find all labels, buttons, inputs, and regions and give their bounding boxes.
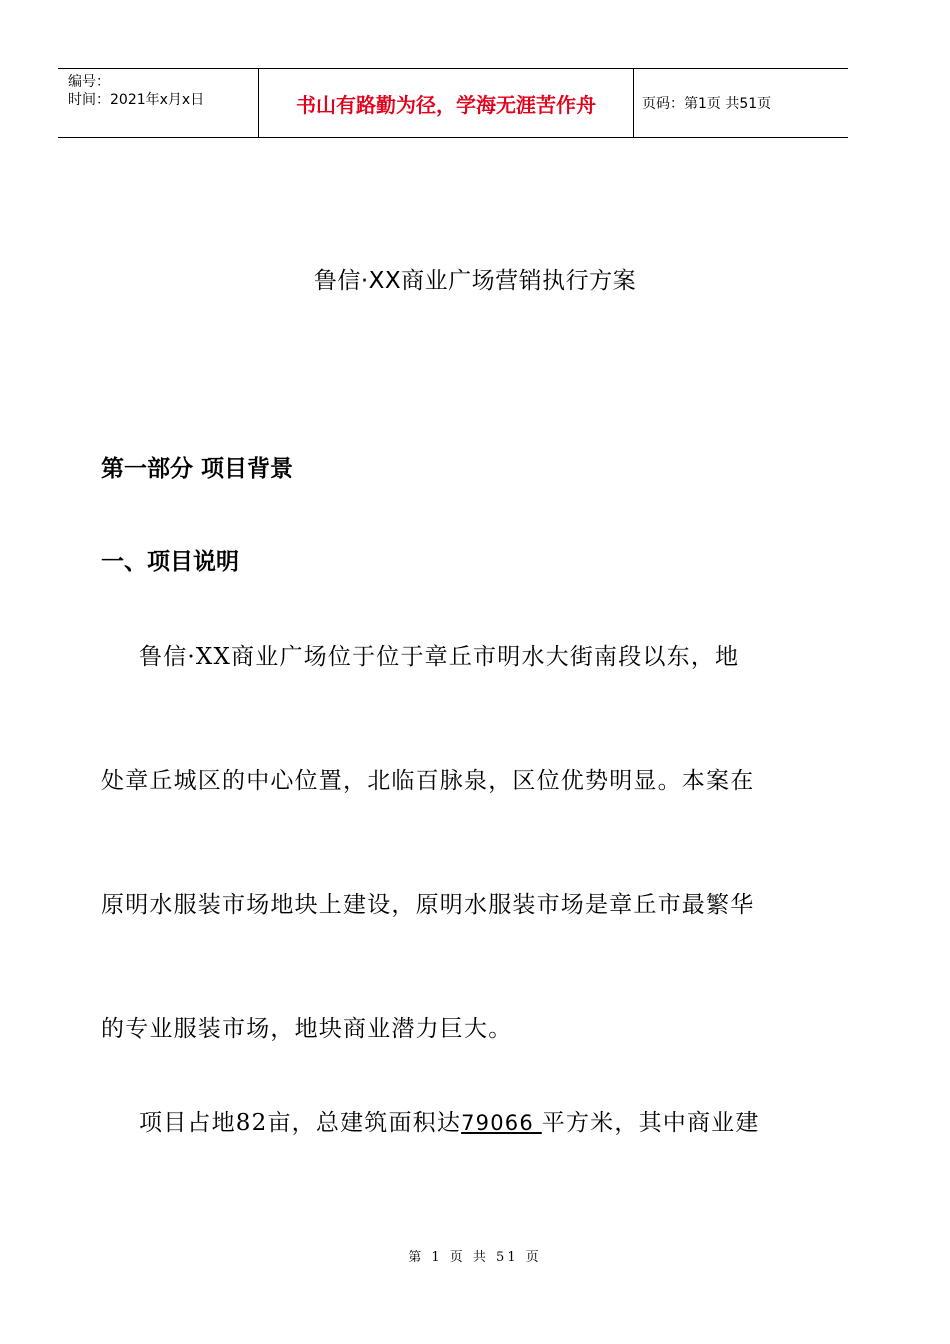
paragraph-line: 鲁信·XX商业广场位于位于章丘市明水大街南段以东，地 bbox=[139, 644, 740, 670]
header-table bbox=[58, 68, 848, 138]
paragraph-line: 处章丘城区的中心位置，北临百脉泉，区位优势明显。本案在 bbox=[101, 768, 755, 794]
part-heading: 第一部分 项目背景 bbox=[101, 456, 294, 482]
number-label: 编号： bbox=[68, 74, 110, 90]
paragraph-suffix: 平方米，其中商业建 bbox=[541, 1110, 760, 1136]
document-title: 鲁信·XX商业广场营销执行方案 bbox=[313, 268, 637, 294]
paragraph-prefix: 项目占地82亩，总建筑面积达 bbox=[139, 1110, 462, 1136]
time-label: 时间：2021年x月x日 bbox=[68, 92, 205, 108]
page-footer: 第 1 页 共 51 页 bbox=[408, 1250, 542, 1265]
header-meta-cell bbox=[58, 69, 259, 137]
paragraph-line bbox=[139, 1104, 859, 1137]
header-page-info: 页码：第1页 共51页 bbox=[642, 96, 772, 112]
paragraph-line: 的专业服装市场，地块商业潜力巨大。 bbox=[101, 1016, 513, 1042]
section-heading: 一、项目说明 bbox=[101, 549, 239, 575]
area-number: 79066 bbox=[461, 1111, 542, 1135]
paragraph-line: 原明水服装市场地块上建设，原明水服装市场是章丘市最繁华 bbox=[101, 892, 755, 918]
header-motto: 书山有路勤为径，学海无涯苦作舟 bbox=[259, 69, 634, 137]
